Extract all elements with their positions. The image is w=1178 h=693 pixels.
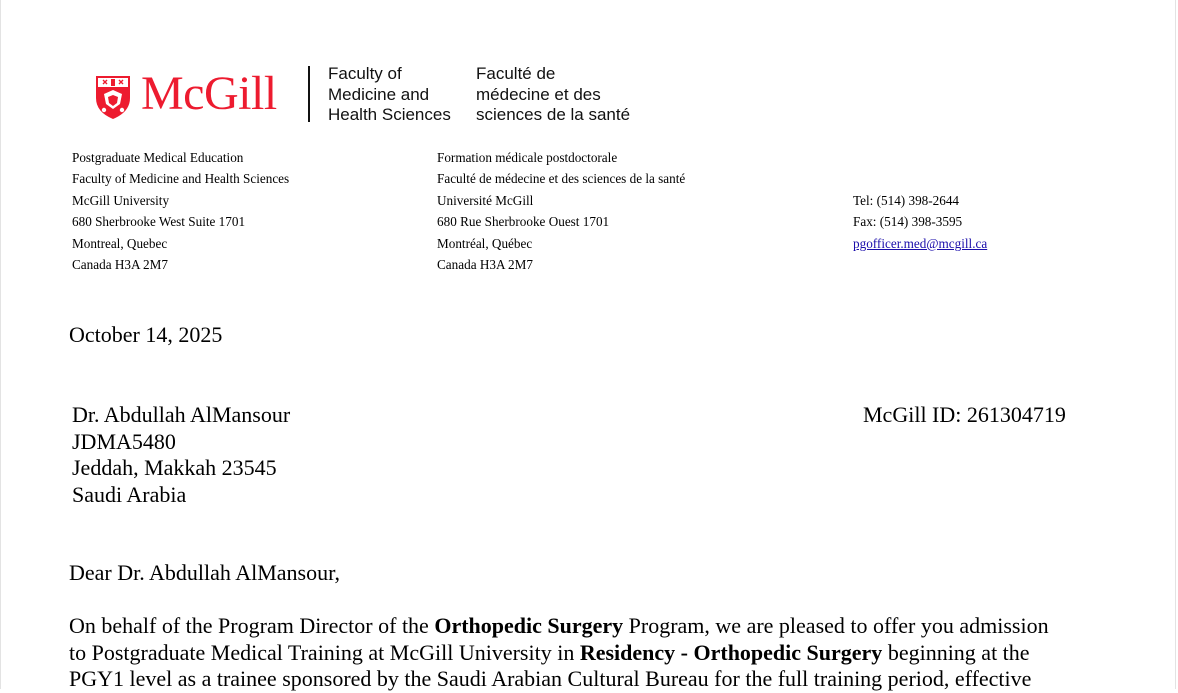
address-line: Montréal, Québec (437, 235, 533, 251)
salutation: Dear Dr. Abdullah AlMansour, (69, 560, 341, 585)
program-name: Orthopedic Surgery (434, 613, 624, 638)
body-text-span: Program, we are pleased to offer you admission (623, 613, 1049, 638)
mcgill-id: McGill ID: 261304719 (863, 402, 1066, 427)
address-line: 680 Sherbrooke West Suite 1701 (72, 214, 246, 230)
recipient-line: Saudi Arabia (72, 481, 187, 507)
body-text-span: to Postgraduate Medical Training at McGill University in (69, 639, 580, 665)
faculty-en-line: Medicine and (328, 84, 430, 104)
faculty-name-english (328, 64, 451, 126)
faculty-name-french (476, 64, 630, 126)
letter-date: October 14, 2025 (69, 322, 223, 347)
body-text-span: On behalf of the Program Director of the (69, 613, 435, 638)
fax: Fax: (514) 398-3595 (853, 214, 963, 230)
faculty-fr-line: sciences de la santé (476, 105, 631, 124)
address-line: Faculty of Medicine and Health Sciences (72, 171, 290, 187)
faculty-fr-line: Faculté de (476, 64, 556, 83)
body-text-span: beginning at the (882, 639, 1030, 665)
recipient-name: Dr. Abdullah AlMansour (72, 402, 291, 427)
address-line: Formation médicale postdoctorale (437, 150, 618, 165)
address-line: Faculté de médecine et des sciences de la santé (437, 171, 686, 187)
address-line: Postgraduate Medical Education (72, 150, 244, 165)
body-line (69, 640, 1109, 667)
address-english (72, 147, 289, 275)
faculty-en-line: Faculty of (328, 64, 402, 83)
address-french (437, 147, 685, 275)
body-line: PGY1 level as a trainee sponsored by the Saudi Arabian Cultural Bureau for the full training period, effective (69, 666, 1032, 692)
residency-name: Residency - Orthopedic Surgery (579, 639, 883, 665)
recipient-line: JDMA5480 (72, 428, 176, 454)
letter-body (69, 613, 1109, 693)
address-line: Canada H3A 2M7 (72, 257, 168, 273)
recipient-line: Jeddah, Makkah 23545 (72, 455, 277, 480)
body-line (69, 613, 1109, 640)
email-link[interactable]: pgofficer.med@mcgill.ca (853, 235, 988, 251)
address-line: 680 Rue Sherbrooke Ouest 1701 (437, 214, 610, 230)
address-line: McGill University (72, 192, 170, 208)
letterhead-divider (308, 66, 310, 122)
mcgill-crest-icon (94, 70, 132, 120)
faculty-fr-line: médecine et des (476, 84, 601, 104)
address-line: Canada H3A 2M7 (437, 257, 533, 273)
address-line: Université McGill (437, 192, 534, 208)
recipient-address (72, 402, 290, 508)
telephone: Tel: (514) 398-2644 (853, 193, 960, 208)
faculty-en-line: Health Sciences (328, 105, 451, 124)
contact-block (853, 190, 987, 254)
mcgill-wordmark: McGill (141, 67, 277, 120)
address-line: Montreal, Quebec (72, 235, 168, 251)
